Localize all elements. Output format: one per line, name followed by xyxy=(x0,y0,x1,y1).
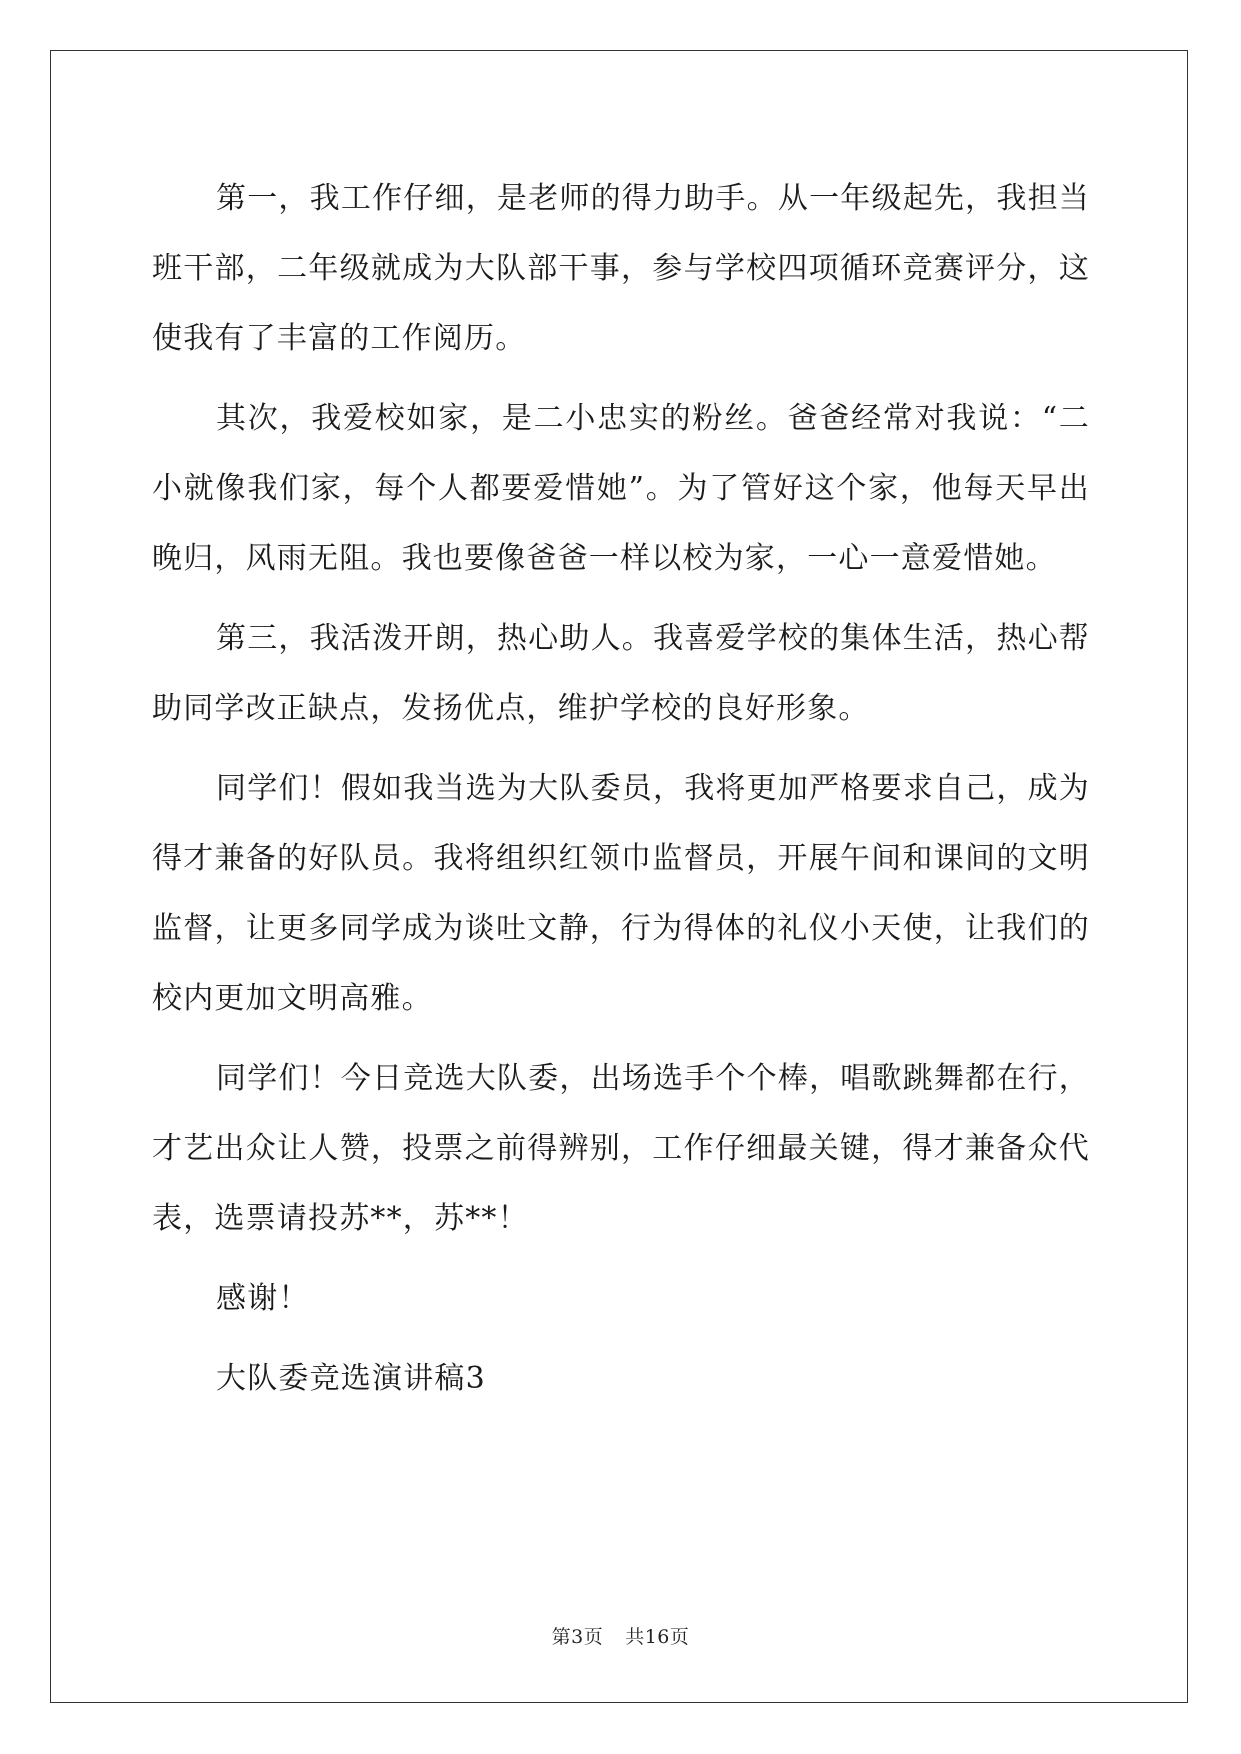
paragraph-1: 第一，我工作仔细，是老师的得力助手。从一年级起先，我担当班干部，二年级就成为大队部干事，参与学校四项循环竞赛评分，这使我有了丰富的工作阅历。 xyxy=(152,181,1090,356)
page-number: 第3页 xyxy=(551,1626,604,1648)
page-total: 共16页 xyxy=(625,1626,690,1648)
paragraph-thanks: 感谢！ xyxy=(216,1281,310,1316)
paragraph-2: 其次，我爱校如家，是二小忠实的粉丝。爸爸经常对我说：“二小就像我们家，每个人都要爱惜她”。为了管好这个家，他每天早出晚归，风雨无阻。我也要像爸爸一样以校为家，一心一意爱惜她。 xyxy=(152,401,1090,576)
section-heading: 大队委竞选演讲稿3 xyxy=(216,1361,486,1396)
paragraph-5: 同学们！今日竞选大队委，出场选手个个棒，唱歌跳舞都在行，才艺出众让人赞，投票之前得辨别，工作仔细最关键，得才兼备众代表，选票请投苏**，苏**！ xyxy=(152,1061,1090,1236)
paragraph-4: 同学们！假如我当选为大队委员，我将更加严格要求自己，成为得才兼备的好队员。我将组织红领巾监督员，开展午间和课间的文明监督，让更多同学成为谈吐文静，行为得体的礼仪小天使，让我们的校内更加文明高雅。 xyxy=(152,771,1090,1016)
paragraph-3: 第三，我活泼开朗，热心助人。我喜爱学校的集体生活，热心帮助同学改正缺点，发扬优点，维护学校的良好形象。 xyxy=(152,621,1090,726)
document-body xyxy=(152,164,1090,1414)
page-footer xyxy=(0,1622,1241,1649)
